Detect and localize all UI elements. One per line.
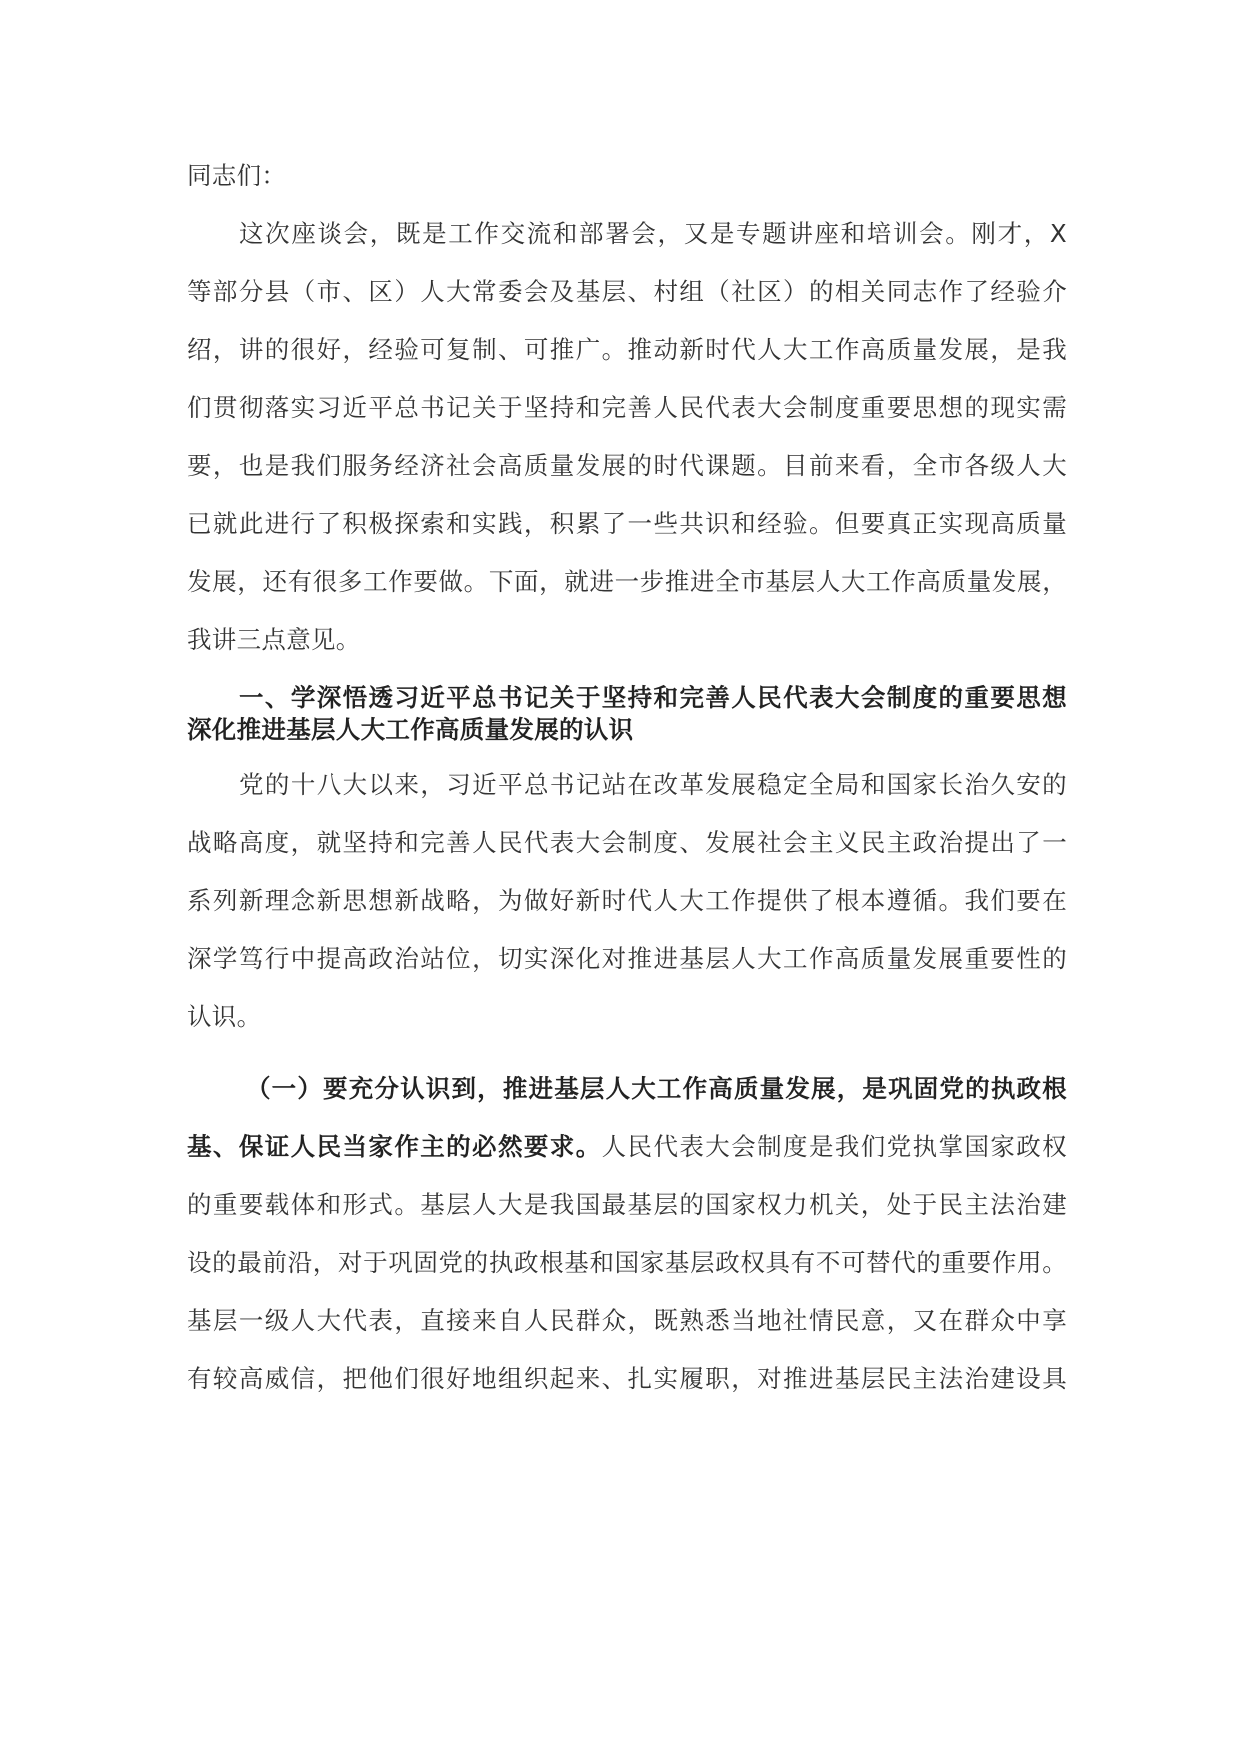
salutation: 同志们：: [187, 161, 287, 190]
subsection-heading-end: 基、保证人民当家作主的必然要求。: [187, 1132, 602, 1161]
subsection-line: [187, 1132, 1067, 1162]
intro-line: 我讲三点意见。: [187, 625, 361, 654]
section-line: 认识。: [187, 1002, 262, 1031]
section-heading: 深化推进基层人大工作高质量发展的认识: [187, 715, 634, 744]
subsection-heading: （一）要充分认识到，推进基层人大工作高质量发展，是巩固党的执政根: [246, 1074, 1067, 1103]
section-heading: 一、学深悟透习近平总书记关于坚持和完善人民代表大会制度的重要思想: [239, 683, 1067, 712]
intro-line: 绍，讲的很好，经验可复制、可推广。推动新时代人大工作高质量发展，是我: [187, 335, 1067, 364]
subsection-line: 设的最前沿，对于巩固党的执政根基和国家基层政权具有不可替代的重要作用。: [187, 1248, 1067, 1277]
intro-line: 等部分县（市、区）人大常委会及基层、村组（社区）的相关同志作了经验介: [187, 277, 1067, 306]
intro-line: 这次座谈会，既是工作交流和部署会，又是专题讲座和培训会。刚才，X: [239, 219, 1067, 248]
section-line: 战略高度，就坚持和完善人民代表大会制度、发展社会主义民主政治提出了一: [187, 828, 1067, 857]
section-line: 深学笃行中提高政治站位，切实深化对推进基层人大工作高质量发展重要性的: [187, 944, 1067, 973]
subsection-line: 基层一级人大代表，直接来自人民群众，既熟悉当地社情民意，又在群众中享: [187, 1306, 1067, 1335]
intro-line: 们贯彻落实习近平总书记关于坚持和完善人民代表大会制度重要思想的现实需: [187, 393, 1067, 422]
section-line: 系列新理念新思想新战略，为做好新时代人大工作提供了根本遵循。我们要在: [187, 886, 1067, 915]
subsection-line: 的重要载体和形式。基层人大是我国最基层的国家权力机关，处于民主法治建: [187, 1190, 1067, 1219]
intro-line: 发展，还有很多工作要做。下面，就进一步推进全市基层人大工作高质量发展，: [187, 567, 1067, 596]
subsection-line-rest: 人民代表大会制度是我们党执掌国家政权: [601, 1132, 1067, 1161]
section-line: 党的十八大以来，习近平总书记站在改革发展稳定全局和国家长治久安的: [239, 770, 1067, 799]
subsection-line: 有较高威信，把他们很好地组织起来、扎实履职，对推进基层民主法治建设具: [187, 1364, 1067, 1393]
intro-line: 要，也是我们服务经济社会高质量发展的时代课题。目前来看，全市各级人大: [187, 451, 1067, 480]
intro-line: 已就此进行了积极探索和实践，积累了一些共识和经验。但要真正实现高质量: [187, 509, 1067, 538]
